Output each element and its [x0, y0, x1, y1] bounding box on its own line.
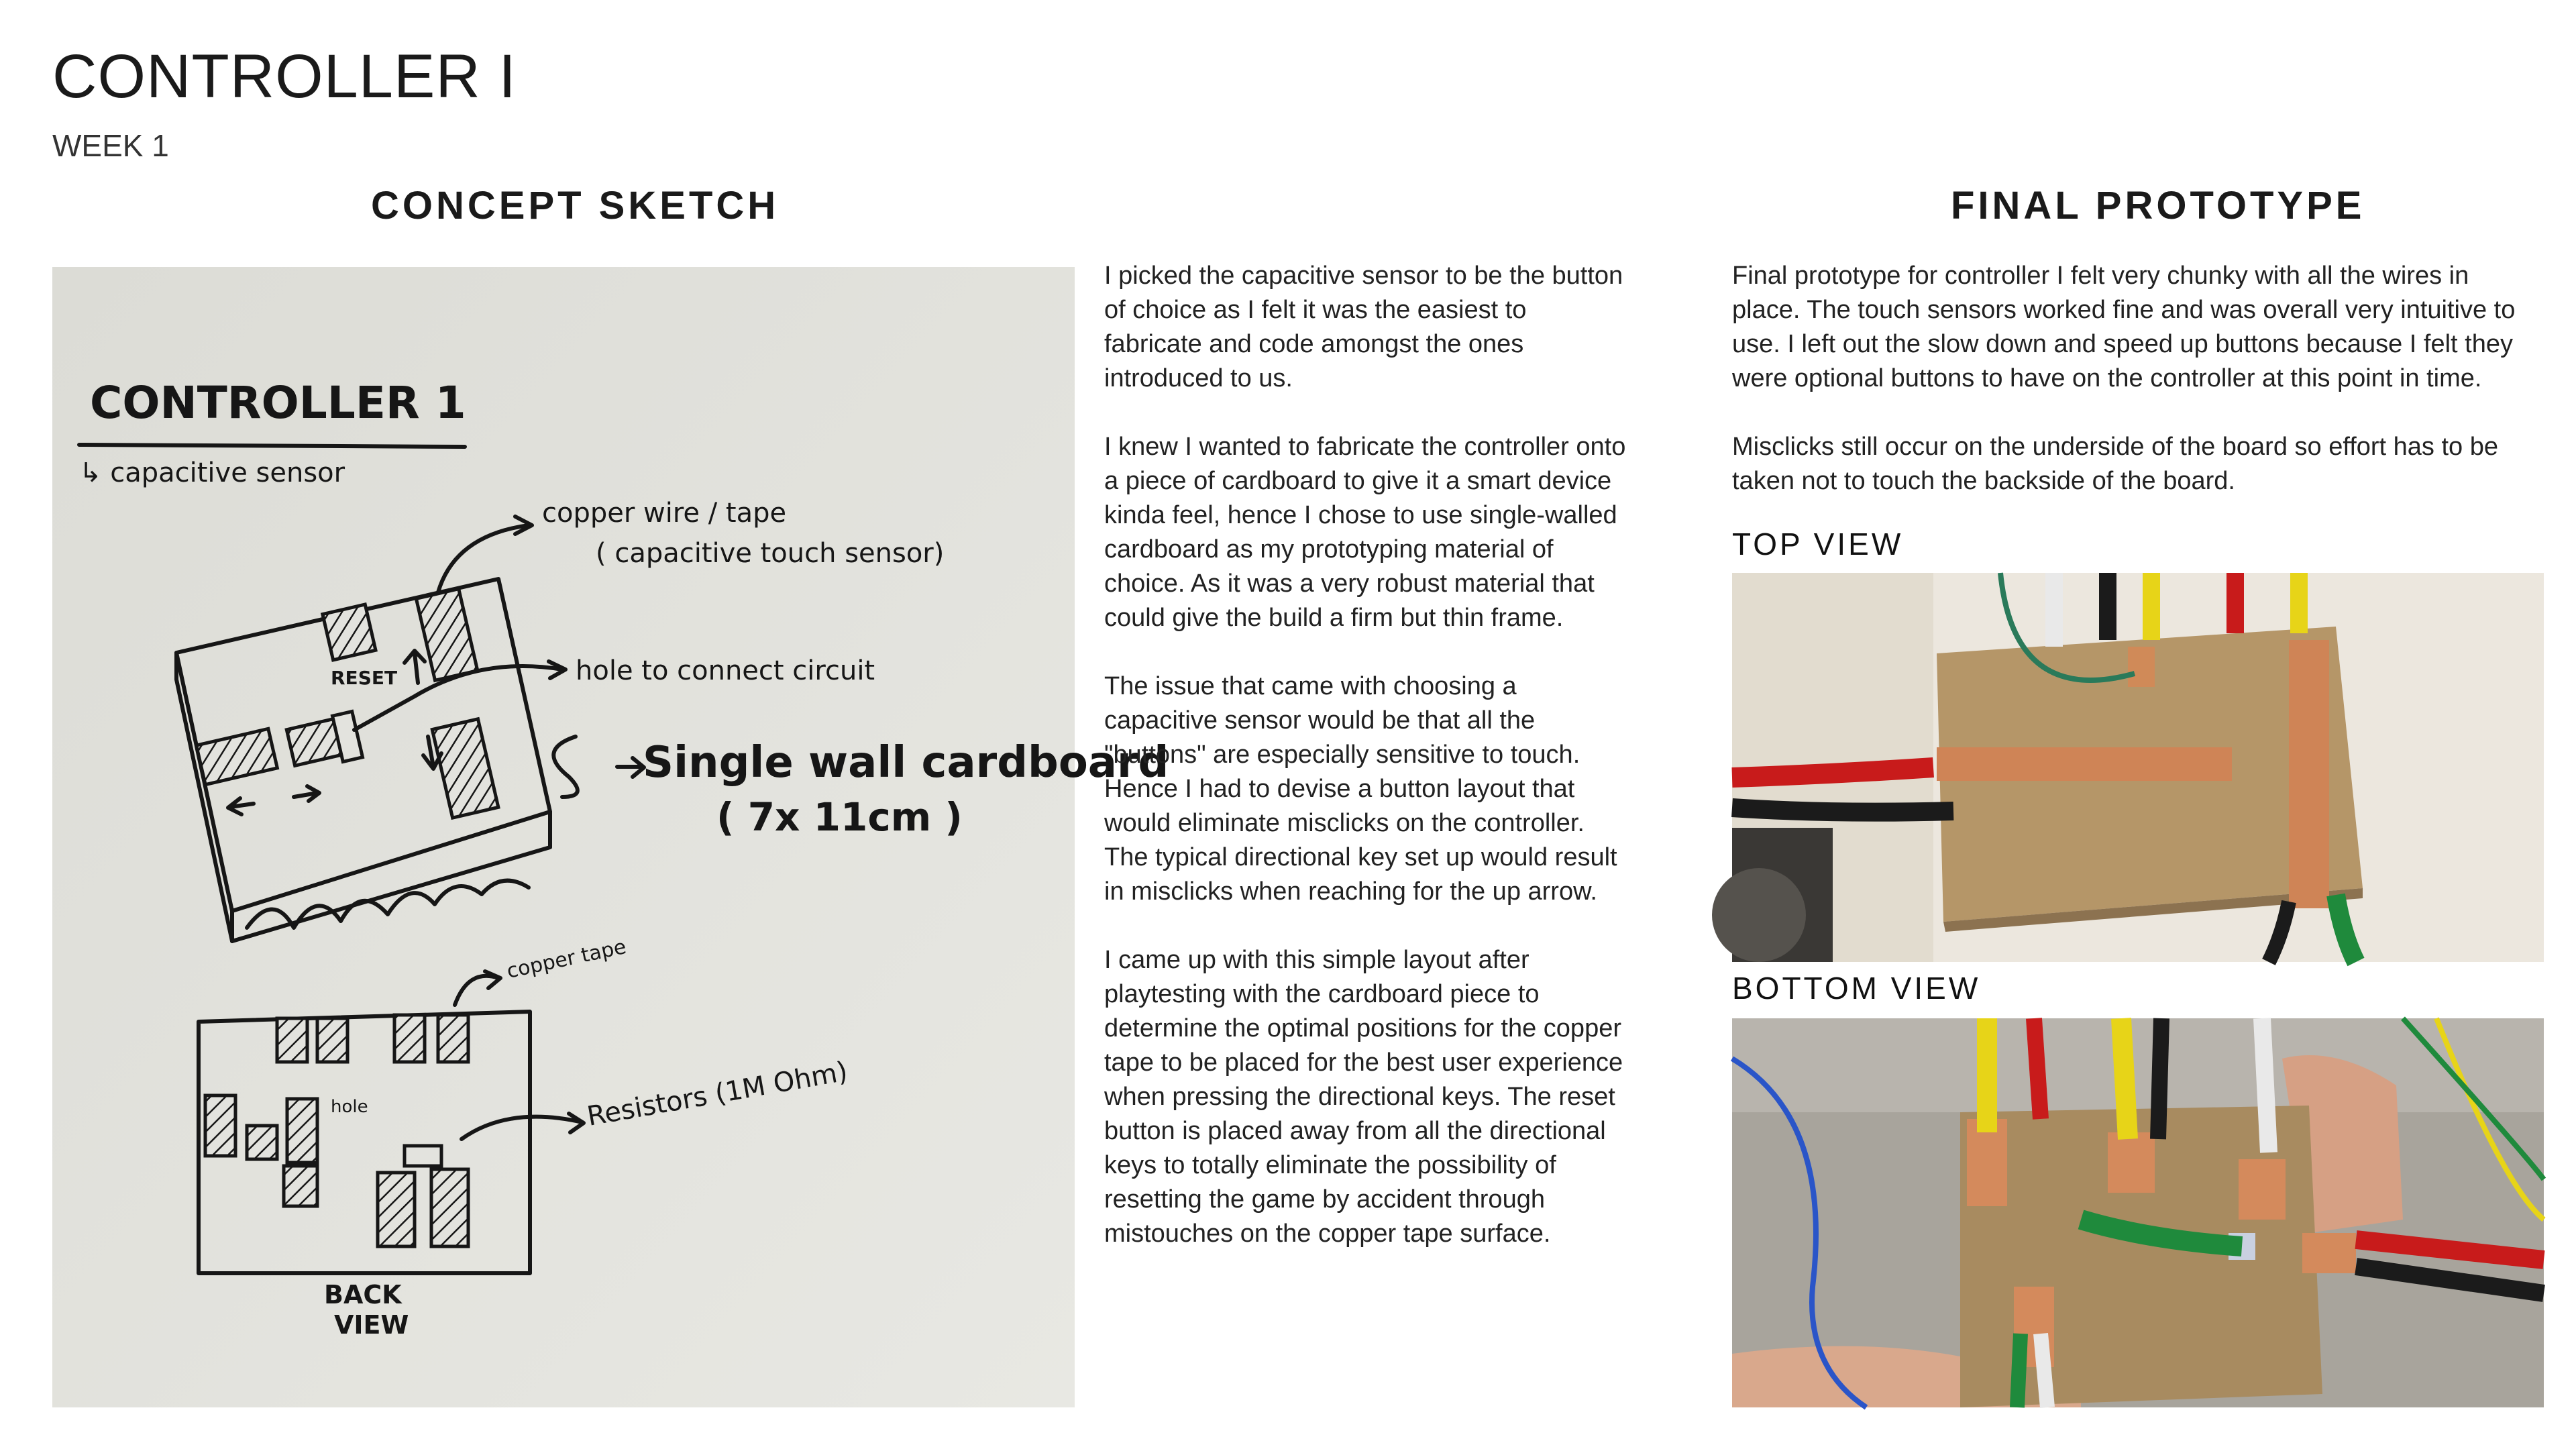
- page-subtitle: WEEK 1: [52, 128, 169, 163]
- sketch-back-label-1: BACK: [324, 1280, 402, 1309]
- sketch-resistors-label: Resistors (1M Ohm): [584, 1056, 851, 1132]
- sketch-copper-sub: ( capacitive touch sensor): [596, 538, 945, 569]
- sketch-copper-tape-label: copper tape: [504, 934, 629, 983]
- sketch-title: CONTROLLER 1: [90, 377, 466, 429]
- final-prototype-description: Final prototype for controller I felt very chunky with all the wires in place. The touch sensors worked fine and was overall very intuitive to use. I left out the slow down and speed up buttons because I felt they were optional buttons to have on the controller at this point in time. Misclicks still occur on the underside of the board so effort has to be taken not to touch the backside of the board.: [1732, 262, 2516, 495]
- sketch-copper-label: copper wire / tape: [542, 498, 787, 529]
- concept-description: I picked the capacitive sensor to be the button of choice as I felt it was the easiest to fabricate and code amongst the ones introduced to us. I knew I wanted to fabricate the controller onto a piece of cardboard to give it a smart device kinda feel, hence I chose to use single-walled cardboard as my prototyping material of choice. As it was a very robust material that could give the build a firm but thin frame. The issue that came with choosing a capacitive sensor would be that all the "buttons" are especially sensitive to touch. Hence I had to devise a button layout that would eliminate misclicks on the controller. The typical directional key set up would result in misclicks when reaching for the up arrow. I came up with this simple layout after playtesting with the cardboard piece to determine the optimal positions for the copper tape to be placed for the best user experience when pressing the directional keys. The reset button is placed away from all the directional keys to totally eliminate the possibility of resetting the game by accident through mistouches on the copper tape surface.: [1104, 262, 1626, 1248]
- sketch-hole-small: hole: [331, 1097, 368, 1117]
- top-view-label: TOP VIEW: [1732, 527, 1904, 561]
- controller-bottom-photo: [1732, 1018, 2544, 1407]
- sketch-reset-label: RESET: [331, 667, 398, 689]
- concept-sketch-image: [52, 267, 1169, 1407]
- controller-top-photo: [1732, 573, 2544, 962]
- final-prototype-heading: FINAL PROTOTYPE: [1951, 184, 2365, 227]
- sketch-hole-label: hole to connect circuit: [576, 655, 875, 686]
- sketch-cardboard-label: Single wall cardboard: [643, 738, 1169, 788]
- bottom-view-label: BOTTOM VIEW: [1732, 971, 1981, 1006]
- sketch-size-label: ( 7x 11cm ): [716, 794, 963, 840]
- sketch-back-label-2: VIEW: [334, 1310, 409, 1340]
- page-title: CONTROLLER I: [52, 42, 517, 111]
- sketch-subtitle: ↳ capacitive sensor: [79, 458, 345, 488]
- concept-sketch-heading: CONCEPT SKETCH: [371, 184, 780, 227]
